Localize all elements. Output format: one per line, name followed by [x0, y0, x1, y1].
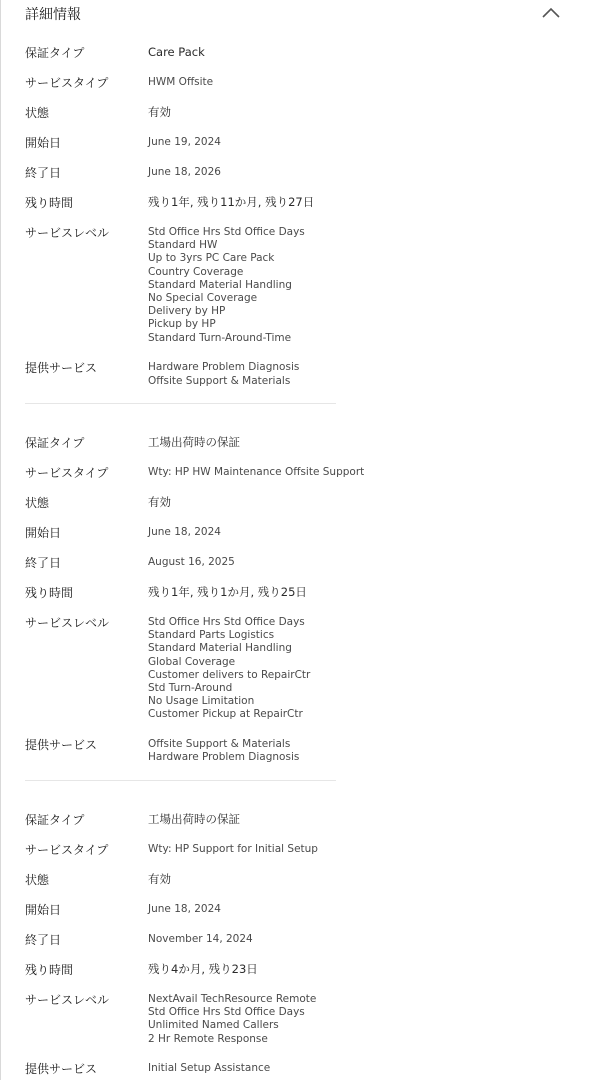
- service-level-line: NextAvail TechResource Remote: [148, 993, 317, 1005]
- service-level-line: Up to 3yrs PC Care Pack: [148, 252, 275, 265]
- service-type-label: サービスタイプ: [25, 843, 109, 857]
- end-date-value: November 14, 2024: [148, 933, 253, 945]
- service-level-line: Std Office Hrs Std Office Days: [148, 1006, 305, 1019]
- service-level-line: No Usage Limitation: [148, 695, 255, 708]
- service-level-label: サービスレベル: [25, 226, 110, 240]
- time-remaining-value: 残り1年, 残り11か月, 残り27日: [148, 195, 315, 209]
- time-remaining-row: [0, 962, 600, 992]
- details-header[interactable]: [0, 0, 600, 30]
- service-level-line: Std Office Hrs Std Office Days: [148, 226, 305, 238]
- warranty-type-value: Care Pack: [148, 45, 205, 59]
- time-remaining-value: 残り1年, 残り1か月, 残り25日: [148, 585, 307, 599]
- end-date-value: August 16, 2025: [148, 556, 235, 568]
- start-date-row: [0, 525, 600, 555]
- warranty-type-value: 工場出荷時の保証: [148, 435, 240, 449]
- service-level-line: No Special Coverage: [148, 292, 258, 305]
- service-type-row: [0, 75, 600, 105]
- status-value: 有効: [148, 495, 171, 509]
- service-level-line: Standard Material Handling: [148, 278, 292, 291]
- service-level-row: [0, 992, 600, 1061]
- service-level-value: [148, 616, 310, 722]
- warranty-block: [0, 435, 600, 781]
- deliverables-row: [0, 360, 600, 403]
- end-date-row: [0, 555, 600, 585]
- deliverables-label: 提供サービス: [25, 738, 98, 753]
- service-level-line: Std Office Hrs Std Office Days: [148, 616, 305, 628]
- service-type-label: サービスタイプ: [25, 76, 109, 90]
- details-title: 詳細情報: [25, 7, 81, 23]
- warranty-type-row: [0, 435, 600, 465]
- warranty-block: [0, 45, 600, 404]
- service-level-row: [0, 225, 600, 360]
- deliverables-row: [0, 1061, 600, 1091]
- service-level-row: [0, 615, 600, 737]
- deliverables-line: Hardware Problem Diagnosis: [148, 751, 300, 764]
- deliverables-line: Offsite Support & Materials: [148, 738, 291, 751]
- service-type-row: [0, 842, 600, 872]
- service-level-line: Unlimited Named Callers: [148, 1019, 279, 1032]
- chevron-up-icon[interactable]: [540, 4, 562, 22]
- service-level-line: Customer Pickup at RepairCtr: [148, 708, 303, 721]
- service-type-label: サービスタイプ: [25, 466, 109, 480]
- start-date-label: 開始日: [25, 526, 62, 540]
- end-date-label: 終了日: [25, 556, 62, 570]
- warranty-type-label: 保証タイプ: [25, 813, 85, 827]
- service-level-line: Country Coverage: [148, 265, 244, 278]
- warranty-type-value: 工場出荷時の保証: [148, 812, 240, 826]
- end-date-value: June 18, 2026: [148, 166, 221, 178]
- status-label: 状態: [25, 873, 50, 887]
- end-date-row: [0, 165, 600, 195]
- time-remaining-label: 残り時間: [25, 586, 74, 600]
- service-level-line: Delivery by HP: [148, 305, 226, 318]
- deliverables-value: [148, 361, 299, 387]
- service-level-line: Standard HW: [148, 239, 218, 252]
- time-remaining-row: [0, 195, 600, 225]
- status-row: [0, 495, 600, 525]
- end-date-row: [0, 932, 600, 962]
- status-label: 状態: [25, 106, 50, 120]
- service-level-line: Standard Material Handling: [148, 642, 292, 655]
- deliverables-value: [148, 1062, 270, 1075]
- service-level-line: Standard Parts Logistics: [148, 629, 275, 642]
- start-date-row: [0, 135, 600, 165]
- deliverables-line: Offsite Support & Materials: [148, 374, 291, 387]
- time-remaining-value: 残り4か月, 残り23日: [148, 962, 258, 976]
- warranty-divider: [25, 780, 336, 781]
- time-remaining-label: 残り時間: [25, 963, 74, 977]
- start-date-value: June 18, 2024: [148, 526, 221, 538]
- start-date-value: June 18, 2024: [148, 903, 221, 915]
- status-label: 状態: [25, 496, 50, 510]
- service-type-value: Wty: HP HW Maintenance Offsite Support: [148, 466, 365, 478]
- start-date-row: [0, 902, 600, 932]
- start-date-label: 開始日: [25, 903, 62, 917]
- service-level-value: [148, 993, 316, 1046]
- deliverables-label: 提供サービス: [25, 1062, 98, 1077]
- status-value: 有効: [148, 872, 171, 886]
- time-remaining-row: [0, 585, 600, 615]
- service-type-value: Wty: HP Support for Initial Setup: [148, 843, 318, 855]
- service-level-label: サービスレベル: [25, 616, 110, 630]
- service-type-value: HWM Offsite: [148, 76, 214, 88]
- start-date-label: 開始日: [25, 136, 62, 150]
- service-level-line: Global Coverage: [148, 655, 236, 668]
- end-date-label: 終了日: [25, 933, 62, 947]
- status-row: [0, 105, 600, 135]
- end-date-label: 終了日: [25, 166, 62, 180]
- service-level-line: Standard Turn-Around-Time: [148, 331, 292, 344]
- warranty-type-row: [0, 812, 600, 842]
- deliverables-line: Hardware Problem Diagnosis: [148, 361, 300, 374]
- service-level-line: Pickup by HP: [148, 318, 216, 331]
- warranty-block: [0, 812, 600, 1091]
- deliverables-line: Initial Setup Assistance: [148, 1062, 271, 1075]
- warranty-type-label: 保証タイプ: [25, 46, 85, 60]
- deliverables-row: [0, 737, 600, 780]
- deliverables-value: [148, 738, 299, 764]
- service-level-label: サービスレベル: [25, 993, 110, 1007]
- warranty-type-row: [0, 45, 600, 75]
- service-level-line: Std Turn-Around: [148, 682, 233, 695]
- service-level-line: 2 Hr Remote Response: [148, 1032, 268, 1045]
- service-type-row: [0, 465, 600, 495]
- status-value: 有効: [148, 105, 171, 119]
- warranty-divider: [25, 403, 336, 404]
- service-level-value: [148, 226, 305, 345]
- warranty-type-label: 保証タイプ: [25, 436, 85, 450]
- deliverables-label: 提供サービス: [25, 361, 98, 376]
- start-date-value: June 19, 2024: [148, 136, 221, 148]
- time-remaining-label: 残り時間: [25, 196, 74, 210]
- status-row: [0, 872, 600, 902]
- service-level-line: Customer delivers to RepairCtr: [148, 668, 311, 681]
